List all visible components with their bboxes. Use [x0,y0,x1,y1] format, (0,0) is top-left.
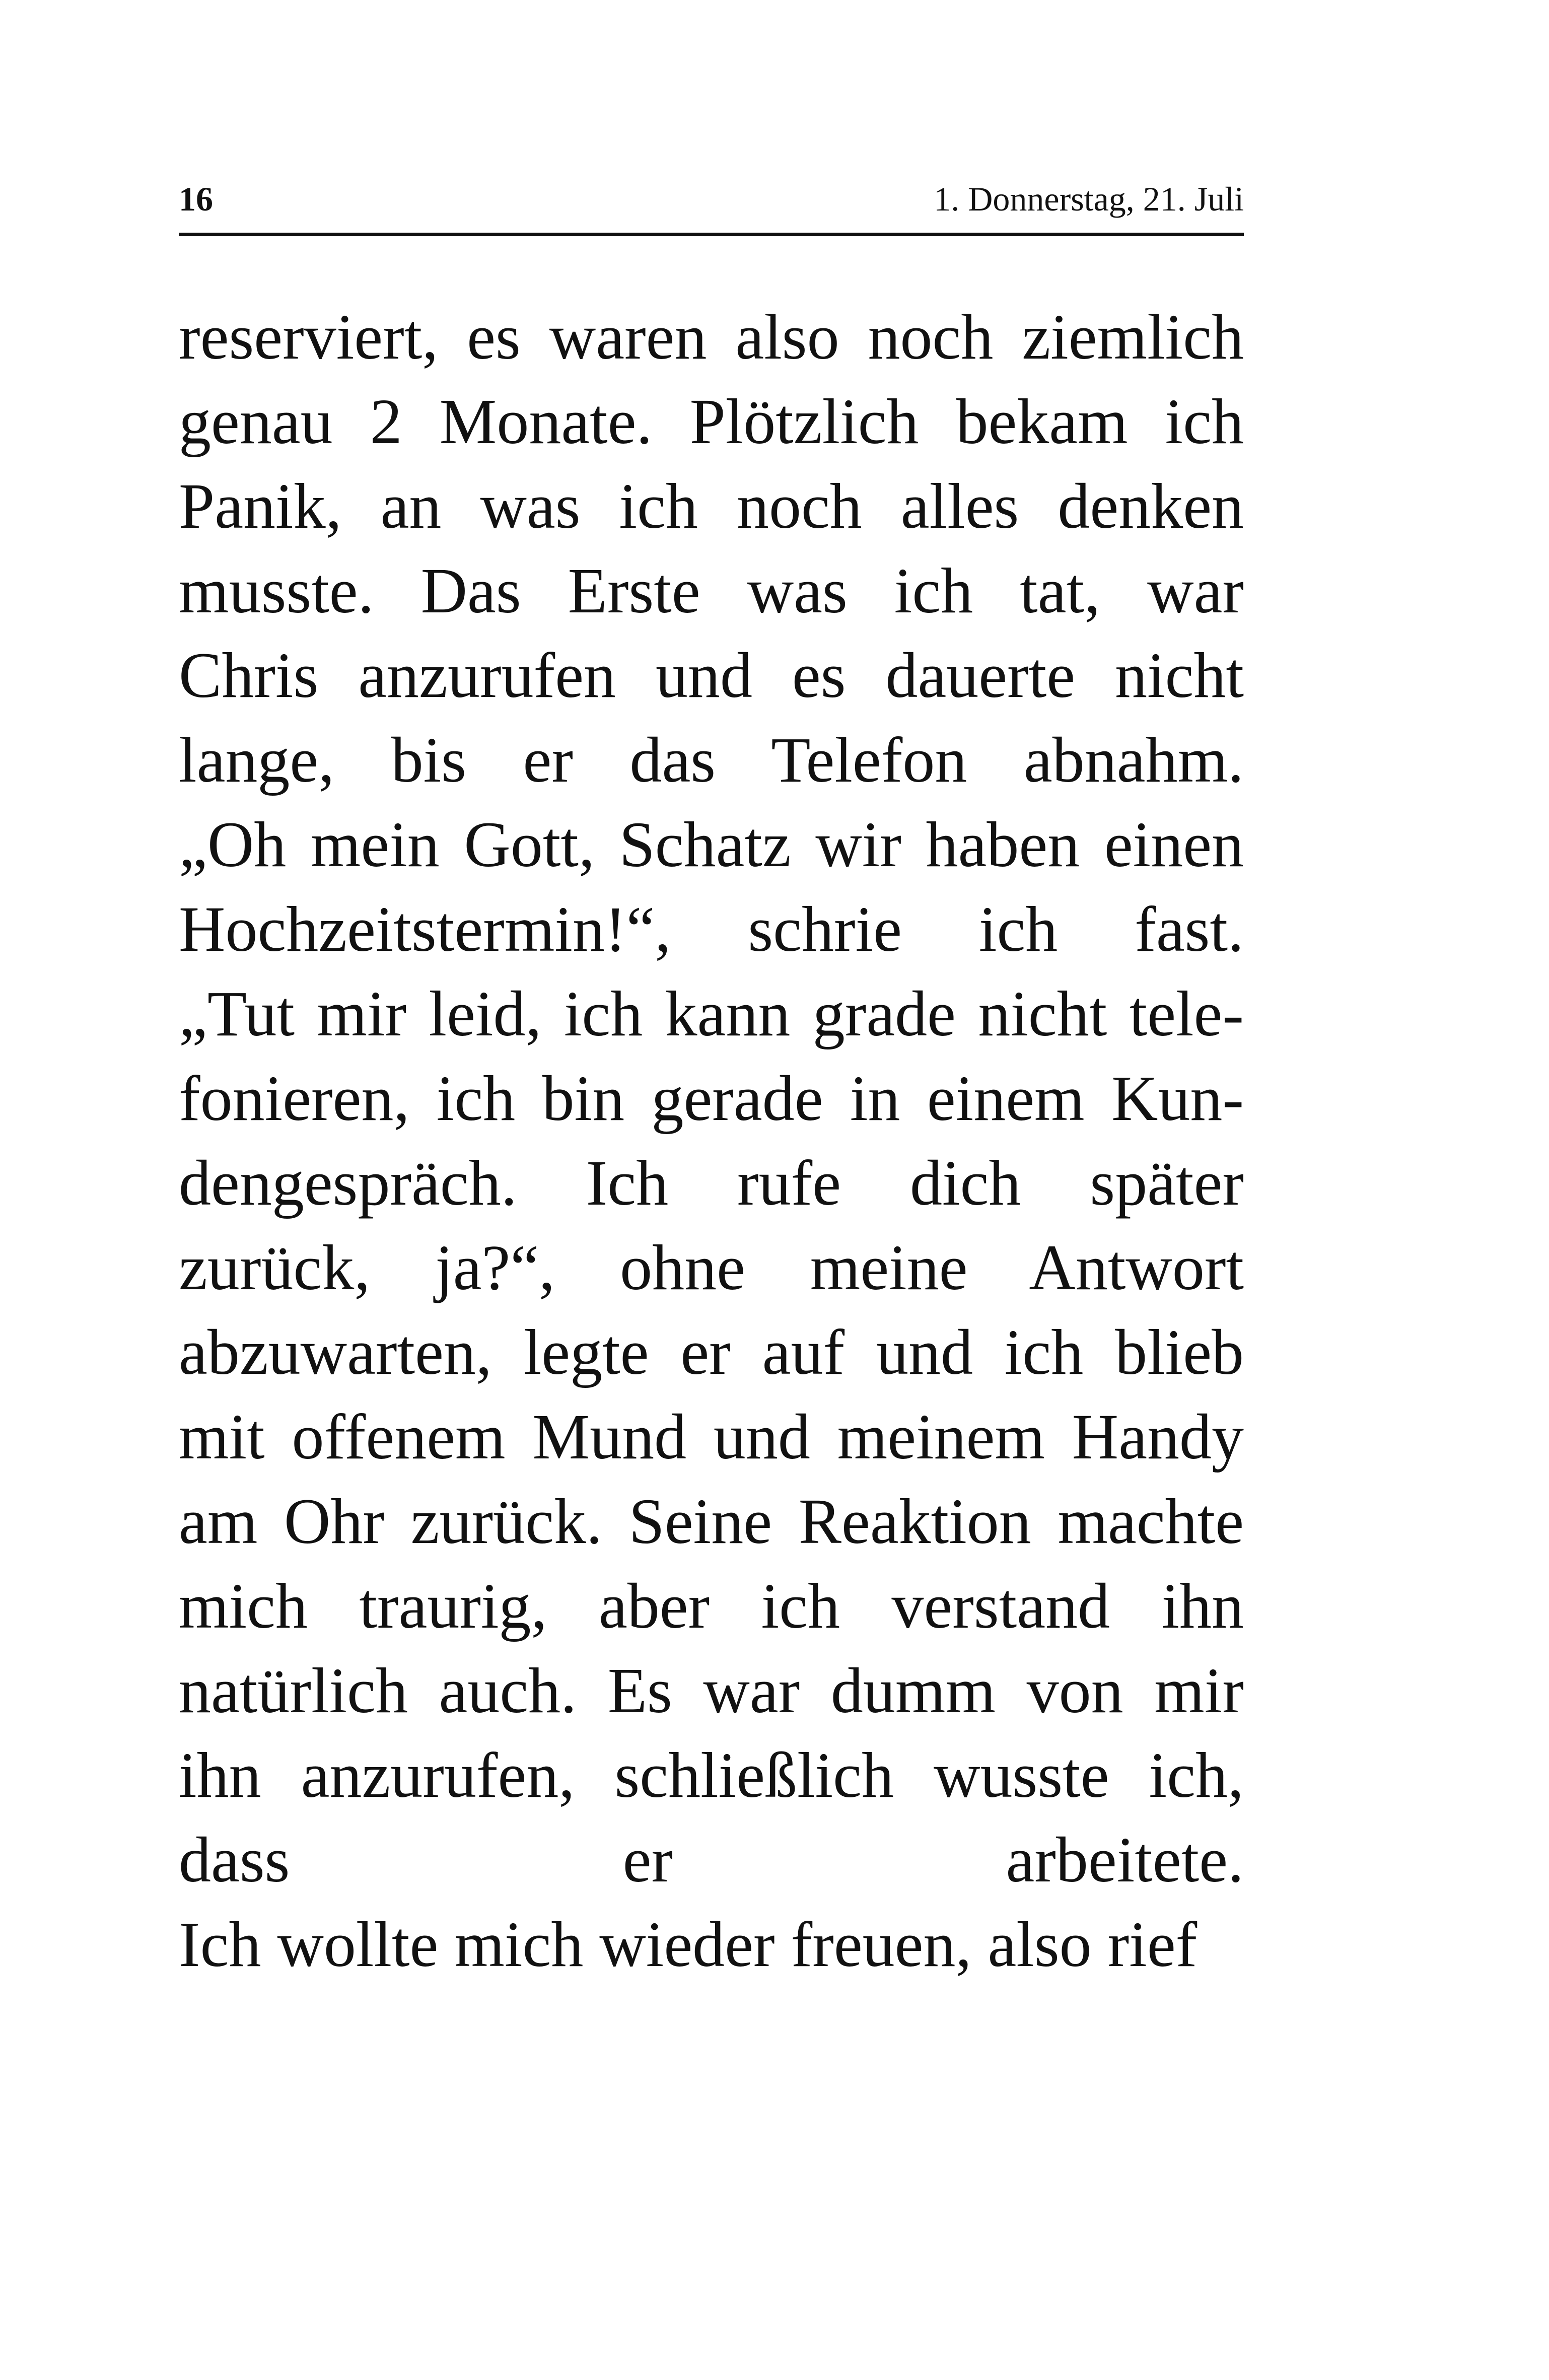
text-line: natürlich auch. Es war dumm von mir [179,1655,1244,1726]
text-line: dengespräch. Ich rufe dich später [179,1147,1244,1219]
text-line: am Ohr zurück. Seine Reaktion machte [179,1486,1244,1557]
text-line: Hochzeitstermin!“, schrie ich fast. [179,893,1244,965]
text-line: mich traurig, aber ich verstand ihn [179,1570,1244,1642]
chapter-title: 1. Donnerstag, 21. Juli [934,180,1244,218]
text-line: Ich wollte mich wieder freuen, also rief [179,1909,1198,1980]
text-line: Panik, an was ich noch alles denken [179,470,1244,542]
text-line: dass er arbeitete. [179,1824,1244,1896]
text-line: Chris anzurufen und es dauerte nicht [179,640,1244,711]
text-line: ihn anzurufen, schließlich wusste ich, [179,1739,1244,1811]
page-number: 16 [179,180,213,218]
text-line: reserviert, es waren also noch ziemlich [179,301,1244,373]
text-line: genau 2 Monate. Plötzlich bekam ich [179,386,1244,457]
text-line: lange, bis er das Telefon abnahm. [179,724,1244,796]
header-rule [179,233,1244,236]
running-header [179,174,1244,224]
text-line: fonieren, ich bin gerade in einem Kun- [179,1063,1244,1134]
text-line: „Tut mir leid, ich kann grade nicht tele- [179,978,1244,1049]
text-line: zurück, ja?“, ohne meine Antwort [179,1232,1244,1303]
text-line: musste. Das Erste was ich tat, war [179,555,1244,626]
body-text [179,295,1244,1987]
text-line: mit offenem Mund und meinem Handy [179,1401,1244,1473]
text-line: abzuwarten, legte er auf und ich blieb [179,1316,1244,1388]
text-line: „Oh mein Gott, Schatz wir haben einen [179,809,1244,880]
